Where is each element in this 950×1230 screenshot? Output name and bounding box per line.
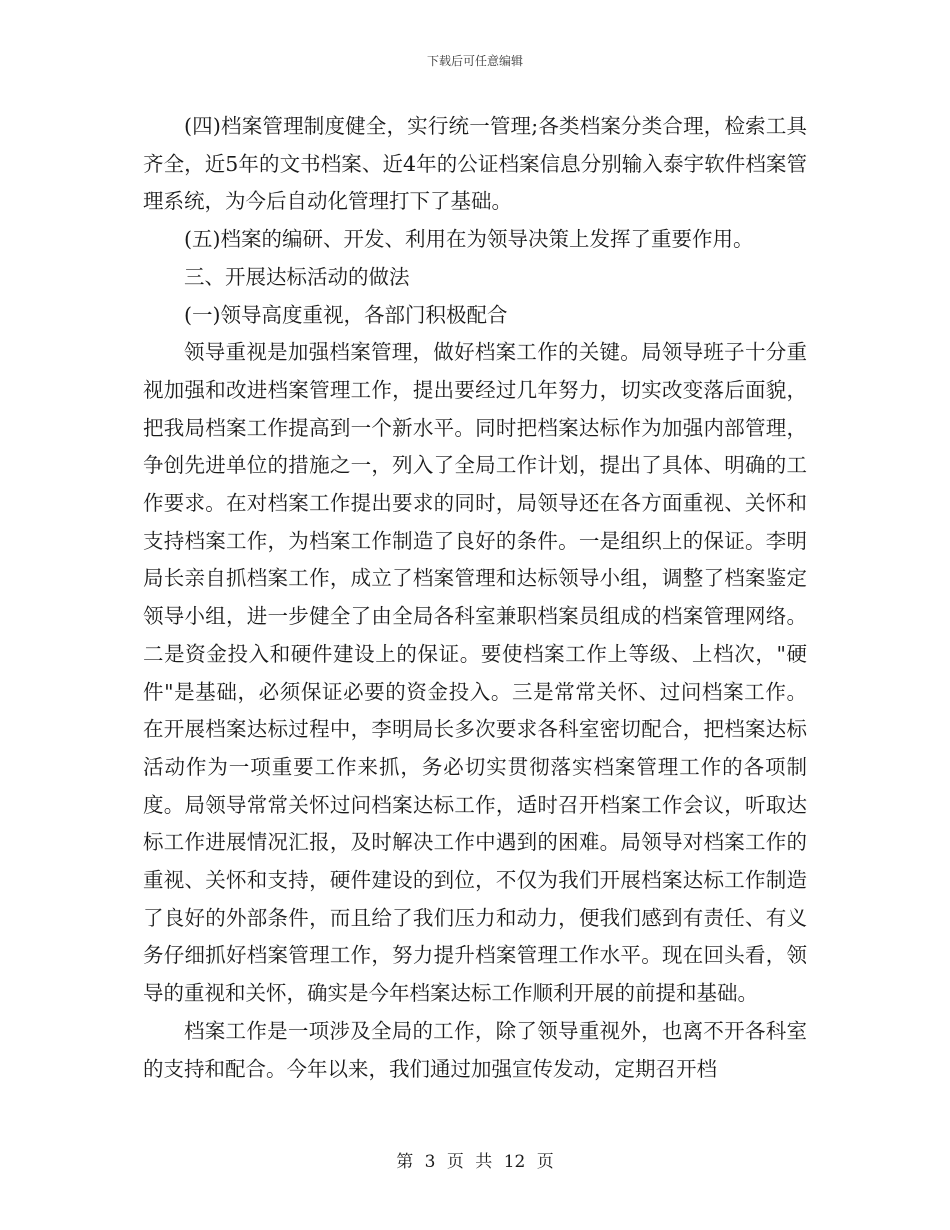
document-body bbox=[143, 108, 807, 1088]
paragraph-archive-system: (四)档案管理制度健全，实行统一管理;各类档案分类合理，检索工具齐全，近5年的文书档案、近4年的公证档案信息分别输入泰宇软件档案管理系统，为今后自动化管理打下了基础。 bbox=[143, 114, 807, 214]
paragraph-leadership: 领导重视是加强档案管理，做好档案工作的关键。局领导班子十分重视加强和改进档案管理工作，提出要经过几年努力，切实改变落后面貌，把我局档案工作提高到一个新水平。同时把档案达标作为加强内部管理，争创先进单位的措施之一，列入了全局工作计划，提出了具体、明确的工作要求。在对档案工作提出要求的同时，局领导还在各方面重视、关怀和支持档案工作，为档案工作制造了良好的条件。一是组织上的保证。李明局长亲自抓档案工作，成立了档案管理和达标领导小组，调整了档案鉴定领导小组，进一步健全了由全局各科室兼职档案员组成的档案管理网络。二是资金投入和硬件建设上的保证。要使档案工作上等级、上档次，"硬件"是基础，必须保证必要的资金投入。三是常常关怀、过问档案工作。在开展档案达标过程中，李明局长多次要求各科室密切配合，把档案达标活动作为一项重要工作来抓，务必切实贯彻落实档案管理工作的各项制度。局领导常常关怀过问档案达标工作，适时召开档案工作会议，听取达标工作进展情况汇报，及时解决工作中遇到的困难。局领导对档案工作的重视、关怀和支持，硬件建设的到位，不仅为我们开展档案达标工作制造了良好的外部条件，而且给了我们压力和动力，便我们感到有责任、有义务仔细抓好档案管理工作，努力提升档案管理工作水平。现在回头看，领导的重视和关怀，确实是今年档案达标工作顺利开展的前提和基础。 bbox=[143, 340, 807, 1006]
paragraph-archive-research: (五)档案的编研、开发、利用在为领导决策上发挥了重要作用。 bbox=[184, 227, 754, 252]
paragraph-cooperation: 档案工作是一项涉及全局的工作，除了领导重视外，也离不开各科室的支持和配合。今年以来，我们通过加强宣传发动，定期召开档 bbox=[143, 1018, 807, 1081]
section-heading-practices: 三、开展达标活动的做法 bbox=[184, 264, 410, 289]
subsection-heading-leadership: (一)领导高度重视，各部门积极配合 bbox=[184, 302, 508, 327]
page-header: 下载后可任意编辑 bbox=[426, 54, 523, 68]
page-footer: 第 3 页 共 12 页 bbox=[396, 1152, 554, 1172]
